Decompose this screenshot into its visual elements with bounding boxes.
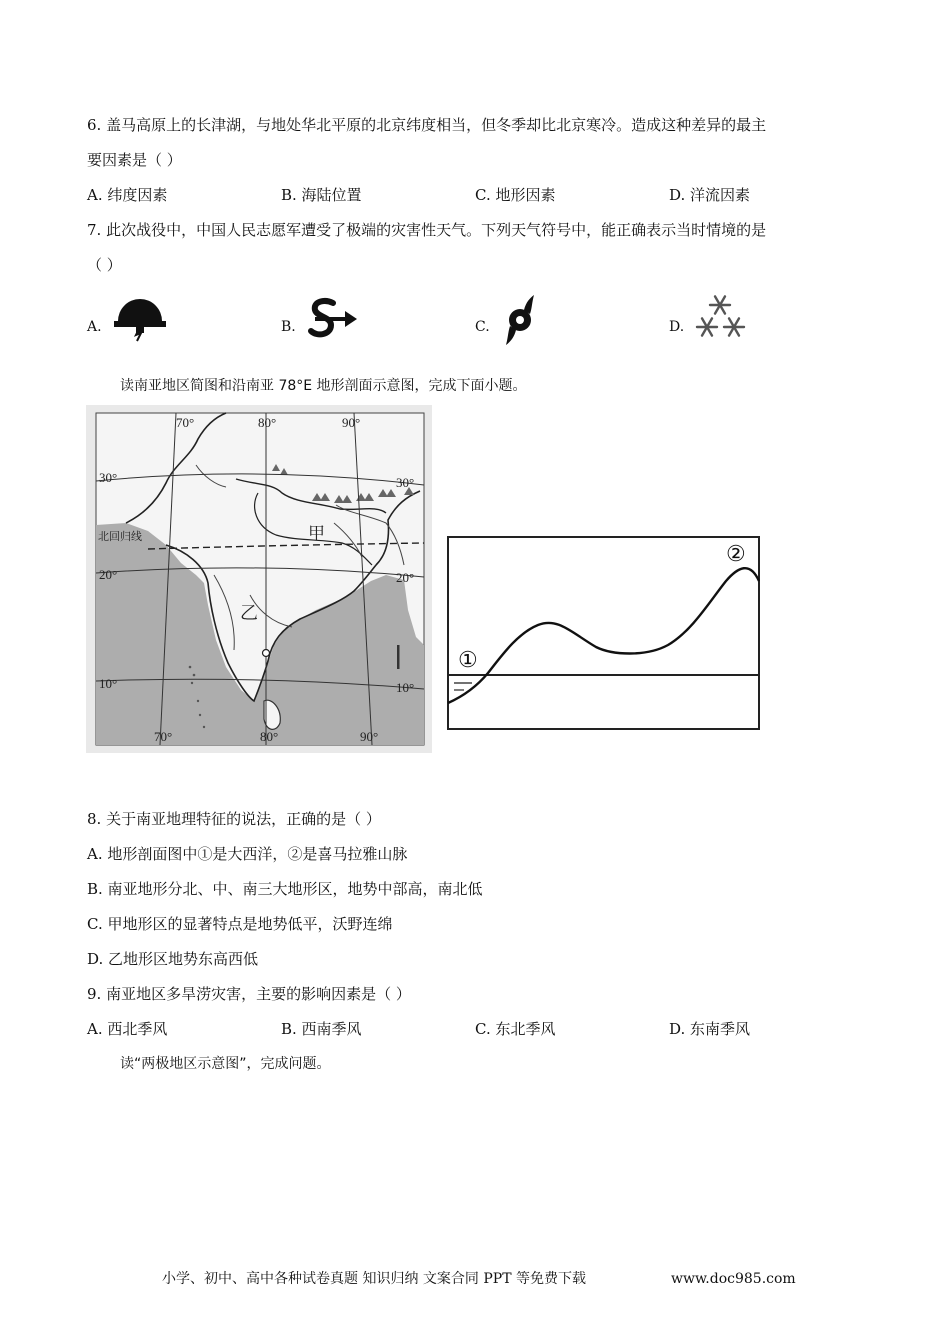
q6-option-b: B. 海陆位置	[281, 186, 362, 204]
map-lon-70-bottom: 70°	[154, 729, 173, 744]
map-region-jia: 甲	[308, 524, 325, 543]
q6-stem-line2: 要因素是（ ）	[87, 151, 182, 169]
map-lat-20-left: 20°	[99, 567, 118, 582]
heavy-snow-icon	[692, 292, 752, 348]
sandstorm-icon	[303, 297, 359, 345]
intro-polar-regions: 读“两极地区示意图”，完成问题。	[120, 1056, 331, 1072]
profile-marker-2: ②	[726, 541, 746, 566]
south-asia-map	[86, 405, 432, 757]
q7-option-a-letter: A.	[87, 319, 102, 335]
map-lat-30-left: 30°	[99, 470, 118, 485]
q9-option-b: B. 西南季风	[281, 1020, 362, 1038]
map-lon-90-top: 90°	[342, 415, 361, 430]
q7-option-b-letter: B.	[281, 319, 296, 335]
thunderstorm-icon	[112, 293, 168, 347]
q8-option-d: D. 乙地形区地势东高西低	[87, 950, 259, 968]
q9-option-c: C. 东北季风	[475, 1020, 556, 1038]
q8-option-a: A. 地形剖面图中①是大西洋，②是喜马拉雅山脉	[87, 845, 408, 863]
q7-stem-line2: （ ）	[87, 256, 122, 274]
q9-stem: 9. 南亚地区多旱涝灾害，主要的影响因素是（ ）	[87, 985, 411, 1003]
typhoon-icon	[500, 292, 540, 352]
intro-south-asia: 读南亚地区简图和沿南亚 78°E 地形剖面示意图，完成下面小题。	[120, 378, 527, 394]
map-lat-30-right: 30°	[396, 475, 415, 490]
map-lat-10-left: 10°	[99, 676, 118, 691]
q6-stem-line1: 6. 盖马高原上的长津湖，与地处华北平原的北京纬度相当，但冬季却比北京寒冷。造成这种差异的最主	[87, 116, 767, 134]
q6-option-d: D. 洋流因素	[669, 186, 751, 204]
footer-text: 小学、初中、高中各种试卷真题 知识归纳 文案合同 PPT 等免费下载	[162, 1271, 586, 1287]
map-lon-70-top: 70°	[176, 415, 195, 430]
q7-stem-line1: 7. 此次战役中，中国人民志愿军遭受了极端的灾害性天气。下列天气符号中，能正确表示当时情境的是	[87, 221, 767, 239]
map-region-yi: 乙	[240, 603, 258, 623]
map-lon-80-top: 80°	[258, 415, 277, 430]
q8-stem: 8. 关于南亚地理特征的说法，正确的是（ ）	[87, 810, 381, 828]
map-lon-90-bottom: 90°	[360, 729, 379, 744]
q8-option-b: B. 南亚地形分北、中、南三大地形区，地势中部高，南北低	[87, 880, 483, 898]
profile-marker-1: ①	[458, 647, 478, 672]
map-tropic-label: 北回归线	[98, 531, 142, 543]
q9-option-a: A. 西北季风	[87, 1020, 168, 1038]
map-lat-20-right: 20°	[396, 570, 415, 585]
q7-option-d-letter: D.	[669, 319, 685, 335]
q9-option-d: D. 东南季风	[669, 1020, 751, 1038]
q8-option-c: C. 甲地形区的显著特点是地势低平，沃野连绵	[87, 915, 393, 933]
map-lon-80-bottom: 80°	[260, 729, 279, 744]
q7-option-c-letter: C.	[475, 319, 490, 335]
footer-url[interactable]: www.doc985.com	[671, 1271, 796, 1287]
q6-option-c: C. 地形因素	[475, 186, 556, 204]
q6-option-a: A. 纬度因素	[87, 186, 168, 204]
map-lat-10-right: 10°	[396, 680, 415, 695]
terrain-profile-diagram	[446, 535, 762, 737]
